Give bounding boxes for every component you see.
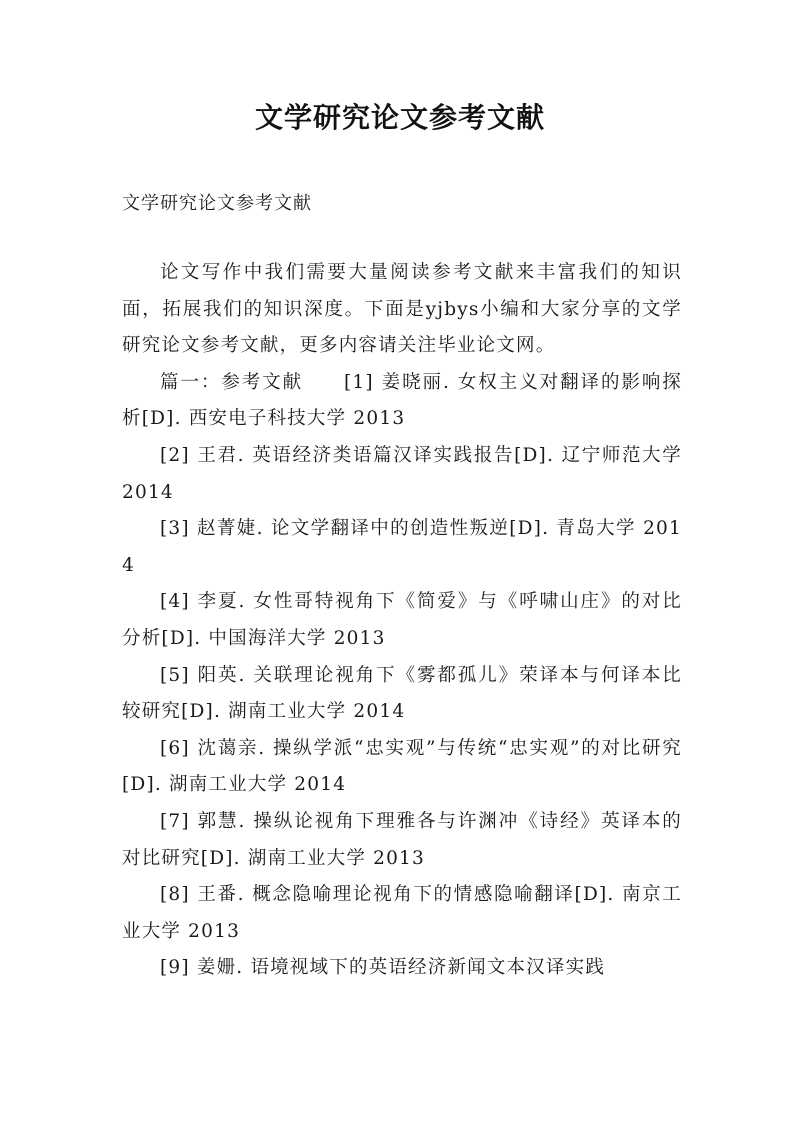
reference-item: [6] 沈蔼亲. 操纵学派“忠实观”与传统“忠实观”的对比研究[D]. 湖南工业大学 2014 — [122, 737, 682, 796]
document-title: 文学研究论文参考文献 — [254, 101, 545, 134]
reference-item: [5] 阳英. 关联理论视角下《雾都孤儿》荣译本与何译本比较研究[D]. 湖南工业大学 2014 — [122, 664, 682, 723]
intro-paragraph: 论文写作中我们需要大量阅读参考文献来丰富我们的知识面，拓展我们的知识深度。下面是yjbys小编和大家分享的文学研究论文参考文献，更多内容请关注毕业论文网。 — [122, 262, 682, 357]
document-body — [122, 255, 682, 987]
document-subtitle: 文学研究论文参考文献 — [122, 193, 312, 214]
reference-item: [9] 姜姗. 语境视域下的英语经济新闻文本汉译实践 — [160, 957, 606, 979]
reference-item: 篇一：参考文献 [1] 姜晓丽. 女权主义对翻译的影响探析[D]. 西安电子科技大学 2013 — [122, 371, 682, 430]
reference-item: [8] 王番. 概念隐喻理论视角下的情感隐喻翻译[D]. 南京工业大学 2013 — [122, 884, 682, 942]
reference-item: [2] 王君. 英语经济类语篇汉译实践报告[D]. 辽宁师范大学 2014 — [122, 444, 682, 503]
reference-item: [4] 李夏. 女性哥特视角下《简爱》与《呼啸山庄》的对比分析[D]. 中国海洋大学 2013 — [122, 591, 682, 649]
reference-item: [3] 赵菁婕. 论文学翻译中的创造性叛逆[D]. 青岛大学 2014 — [122, 518, 682, 576]
reference-item: [7] 郭慧. 操纵论视角下理雅各与许渊冲《诗经》英译本的对比研究[D]. 湖南工业大学 2013 — [122, 810, 682, 869]
